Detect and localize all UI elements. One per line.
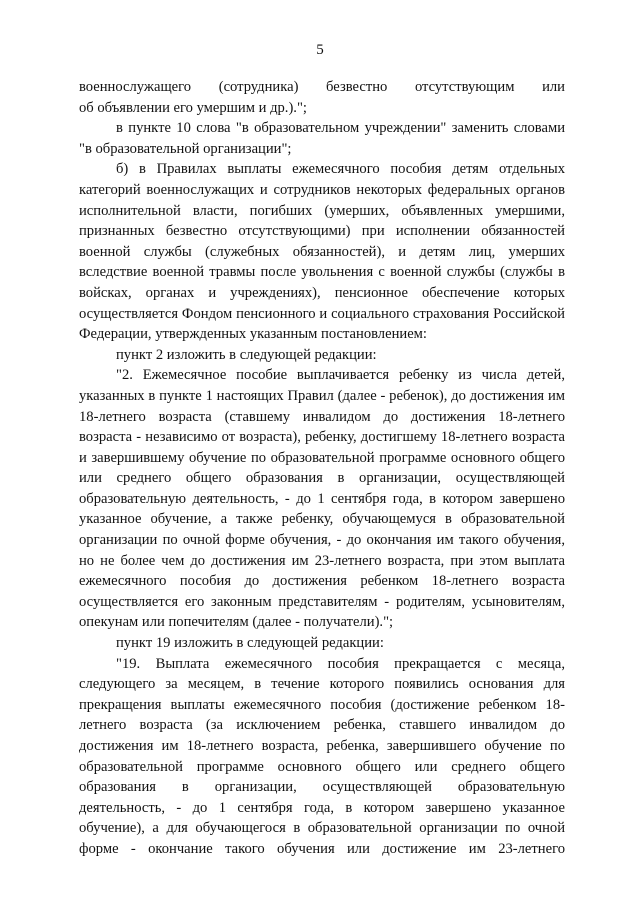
paragraph-item-19-text: "19. Выплата ежемесячного пособия прекращается с месяца, следующего за месяцем, в течение которого появились основания для прекращения выплаты ежемесячного пособия (достижение ребенком 18-летнего возраста (за исключением ребенка, ставшего инвалидом до достижения им 18-летнего возраста, ребенка, завершившего обучение по образовательной программе основного общего или среднего общего образования в организации, осуществляющей образовательную деятельность, - до 1 сентября года, в котором завершено указанное обучение), а для обучающегося в образовательной организации по очной форме - окончание такого обучения или достижение им 23-летнего <box>79 655 565 857</box>
page-number: 5 <box>316 42 324 58</box>
paragraph-item-2-text: "2. Ежемесячное пособие выплачивается ребенку из числа детей, указанных в пункте 1 настоящих Правил (далее - ребенок), до достижения им 18-летнего возраста (ставшему инвалидом до достижения 18-летнего возраста - независимо от возраста), ребенку, достигшему 18-летнего возраста и завершившему обучение по образовательной программе основного общего или среднего общего образования в организации, осуществляющей образовательную деятельность, - до 1 сентября года, в котором завершено указанное обучение, а также ребенку, обучающемуся в образовательной организации по очной форме обучения, - до окончания им такого обучения, но не более чем до достижения им 23-летнего возраста, при этом выплата ежемесячного пособия до достижения ребенком 18-летнего возраста осуществляется его законным представителям - родителям, усыновителям, опекунам или попечителям (далее - получатели)."; <box>79 367 565 631</box>
paragraph-item-2-intro: пункт 2 изложить в следующей редакции: <box>116 346 377 363</box>
paragraph-subsection-b: б) в Правилах выплаты ежемесячного пособия детям отдельных категорий военнослужащих и сотрудников некоторых федеральных органов исполнительной власти, погибших (умерших, объявленных умершими, признанных безвестно отсутствующими) при исполнении обязанностей военной службы (служебных обязанностей), и детям лиц, умерших вследствие военной травмы после увольнения с военной службы (службы в войсках, органах и учреждениях), пенсионное обеспечение которых осуществляется Фондом пенсионного и социального страхования Российской Федерации, утвержденных указанным постановлением: <box>79 161 565 343</box>
paragraph-continuation-end: об объявлении его умершим и др.)."; <box>79 99 307 116</box>
paragraph-continuation-line: военнослужащего (сотрудника) безвестно отсутствующим или <box>79 79 565 95</box>
paragraph-item-10: в пункте 10 слова "в образовательном учреждении" заменить словами "в образовательной организации"; <box>79 120 565 157</box>
paragraph-item-19-intro: пункт 19 изложить в следующей редакции: <box>116 635 384 652</box>
document-body <box>79 77 565 860</box>
